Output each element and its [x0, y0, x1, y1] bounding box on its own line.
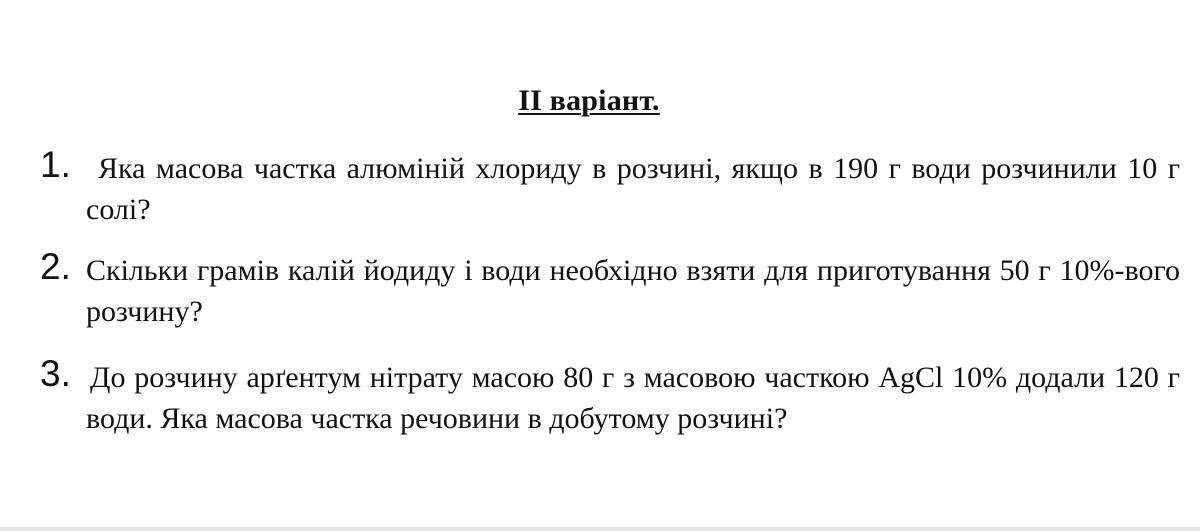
task-number: 3. — [40, 353, 71, 394]
page-title: ІІ варіант. — [518, 84, 660, 117]
bottom-divider — [0, 527, 1200, 531]
task-text: До розчину арґентум нітрату масою 80 г з масовою часткою AgCl 10% додали 120 г води. Яка масова частка речовини в добутому розчині? — [86, 361, 1180, 435]
task-number: 2. — [40, 246, 71, 287]
task-text: Скільки грамів калій йодиду і води необхідно взяти для приготування 50 г 10%-вого розчину? — [86, 254, 1180, 328]
task-text: Яка масова частка алюміній хлориду в розчині, якщо в 190 г води розчинили 10 г солі? — [86, 152, 1180, 226]
task-number: 1. — [40, 144, 71, 185]
